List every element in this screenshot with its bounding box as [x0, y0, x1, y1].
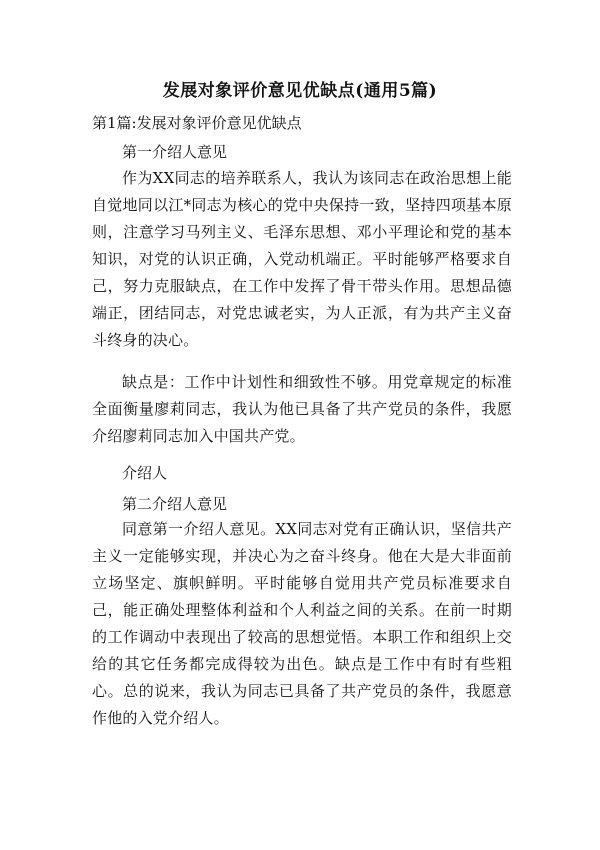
- second-introducer-body: 同意第一介绍人意见。XX同志对党有正确认识，坚信共产主义一定能够实现，并决心为之奋斗终身。他在大是大非面前立场坚定、旗帜鲜明。平时能够自觉用共产党员标准要求自己，能正确处理整体利益和个人利益之间的关系。在前一时期的工作调动中表现出了较高的思想觉悟。本职工作和组织上交给的其它任务都完成得较为出色。缺点是工作中有时有些粗心。总的说来，我认为同志已具备了共产党员的条件，我愿意作他的入党介绍人。: [92, 520, 512, 727]
- first-introducer-shortcomings: 缺点是：工作中计划性和细致性不够。用党章规定的标准全面衡量廖莉同志，我认为他已具备了共产党员的条件，我愿介绍廖莉同志加入中国共产党。: [92, 373, 512, 445]
- section-heading: 第1篇:发展对象评价意见优缺点: [92, 114, 302, 132]
- first-introducer-body: 作为XX同志的培养联系人，我认为该同志在政治思想上能自觉地同以江*同志为核心的党中央保持一致，坚持四项基本原则，注意学习马列主义、毛泽东思想、邓小平理论和党的基本知识，对党的认识正确，入党动机端正。平时能够严格要求自己，努力克服缺点，在工作中发挥了骨干带头作用。思想品德端正，团结同志，对党忠诚老实，为人正派，有为共产主义奋斗终身的决心。: [92, 169, 512, 349]
- document-title: 发展对象评价意见优缺点(通用5篇): [162, 81, 438, 101]
- second-introducer-heading: 第二介绍人意见: [122, 495, 228, 513]
- introducer-label: 介绍人: [122, 464, 168, 482]
- first-introducer-heading: 第一介绍人意见: [122, 143, 228, 161]
